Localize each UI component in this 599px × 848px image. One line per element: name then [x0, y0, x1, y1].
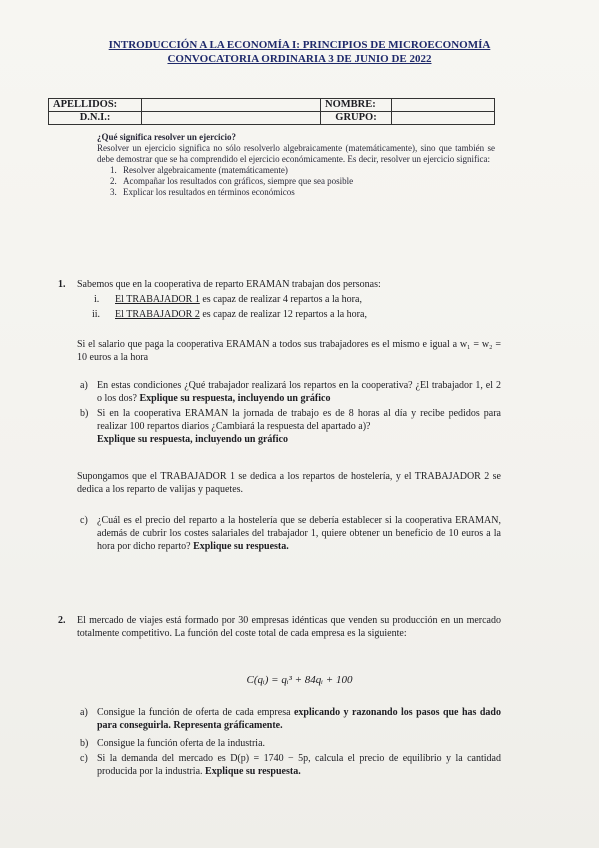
q2-c	[97, 752, 501, 778]
q1-c-label: c)	[80, 515, 88, 526]
header-title: INTRODUCCIÓN A LA ECONOMÍA I: PRINCIPIOS DE MICROECONOMÍA	[108, 39, 491, 51]
q1-ii-label: ii.	[92, 309, 101, 320]
note-text: Resolver un ejercicio significa no sólo resolverlo algebraicamente (matemáticamente), sino que también se debe demostrar que se ha comprendido el ejercicio económicamente. Es decir, resolver un ejercicio significa:	[97, 143, 495, 164]
q1-a	[97, 379, 501, 405]
q1-a-bold: Explique su respuesta, incluyendo un gráfico	[139, 393, 331, 404]
q2-a-label: a)	[80, 707, 88, 718]
note-question: ¿Qué significa resolver un ejercicio?	[97, 132, 236, 142]
header-subtitle: CONVOCATORIA ORDINARIA 3 DE JUNIO DE 2022	[167, 53, 432, 65]
q2-a	[97, 706, 501, 732]
q1-salary: Si el salario que paga la cooperativa ERAMAN a todos sus trabajadores es el mismo e igual a w₁ = w₂ = 10 euros a la hora	[77, 339, 501, 363]
q1-number: 1.	[58, 279, 66, 290]
dni-label: D.N.I.:	[49, 112, 142, 125]
q1-i-worker: El TRABAJADOR 1	[115, 294, 200, 305]
q1-a-label: a)	[80, 380, 88, 391]
nombre-label: NOMBRE:	[321, 99, 392, 112]
q1-b-text: Si en la cooperativa ERAMAN la jornada de trabajo es de 8 horas al día y recibe pedidos para realizar 100 repartos diarios ¿Cambiará la respuesta del apartado a)?	[97, 408, 501, 432]
q2-c-bold: Explique su respuesta.	[205, 766, 301, 777]
note-item: 2. Acompañar los resultados con gráficos, siempre que sea posible	[119, 176, 495, 187]
q1-i-item	[115, 293, 515, 306]
q1-b-label: b)	[80, 408, 89, 419]
apellidos-label: APELLIDOS:	[49, 99, 142, 112]
q2-b-label: b)	[80, 738, 89, 749]
exam-header	[0, 38, 599, 66]
q1-suppose: Supongamos que el TRABAJADOR 1 se dedica a los repartos de hostelería, y el TRABAJADOR 2 se dedica a los reparto de valijas y paquetes.	[77, 471, 501, 495]
q1-c-text: ¿Cuál es el precio del reparto a la hostelería que se debería establecer si la cooperativa ERAMAN, además de cubrir los costes salariales del trabajador 1, quiere obtener un beneficio de 10 euros a la hora por dicho reparto?	[97, 515, 501, 552]
note-item: 1. Resolver algebraicamente (matemáticamente)	[119, 165, 495, 176]
q1-ii-worker: El TRABAJADOR 2	[115, 309, 200, 320]
q2-c-label: c)	[80, 753, 88, 764]
q2-a-bold: explicando y razonando los pasos que has dado para conseguirla. Representa gráficamente.	[97, 707, 501, 731]
q1-c-bold: Explique su respuesta.	[193, 541, 289, 552]
cost-function-formula: C(qᵢ) = qᵢ³ + 84qᵢ + 100	[246, 674, 353, 686]
q1-intro: Sabemos que en la cooperativa de reparto ERAMAN trabajan dos personas:	[77, 279, 381, 290]
q2-a-text: Consigue la función de oferta de cada empresa	[97, 707, 294, 718]
note-item: 3. Explicar los resultados en términos económicos	[119, 187, 495, 198]
dni-field[interactable]	[142, 112, 321, 125]
q1-i-label: i.	[94, 294, 100, 305]
q1-i-text: es capaz de realizar 4 repartos a la hora,	[199, 294, 362, 305]
q2-c-text: Si la demanda del mercado es D(p) = 1740 − 5p, calcula el precio de equilibrio y la cantidad producida por la industria.	[97, 753, 501, 777]
q1-b-bold: Explique su respuesta, incluyendo un gráfico	[97, 434, 288, 445]
instructions-note	[97, 132, 495, 198]
grupo-field[interactable]	[392, 112, 495, 125]
q1-ii-text: es capaz de realizar 12 repartos a la hora,	[199, 309, 367, 320]
q1-b	[97, 407, 501, 446]
q2-number: 2.	[58, 615, 66, 626]
q1-c	[97, 514, 501, 553]
q1-a-text: En estas condiciones ¿Qué trabajador realizará los repartos en la cooperativa? ¿El trabajador 1, el 2 o los dos?	[97, 380, 501, 404]
student-id-box	[48, 98, 495, 125]
grupo-label: GRUPO:	[321, 112, 392, 125]
nombre-field[interactable]	[392, 99, 495, 112]
q2-intro: El mercado de viajes está formado por 30 empresas idénticas que venden su producción en un mercado totalmente competitivo. La función del coste total de cada empresa es la siguiente:	[77, 615, 501, 639]
q1-ii-item	[115, 308, 515, 321]
apellidos-field[interactable]	[142, 99, 321, 112]
note-list	[97, 165, 495, 198]
q2-b-text: Consigue la función oferta de la industria.	[97, 738, 266, 749]
